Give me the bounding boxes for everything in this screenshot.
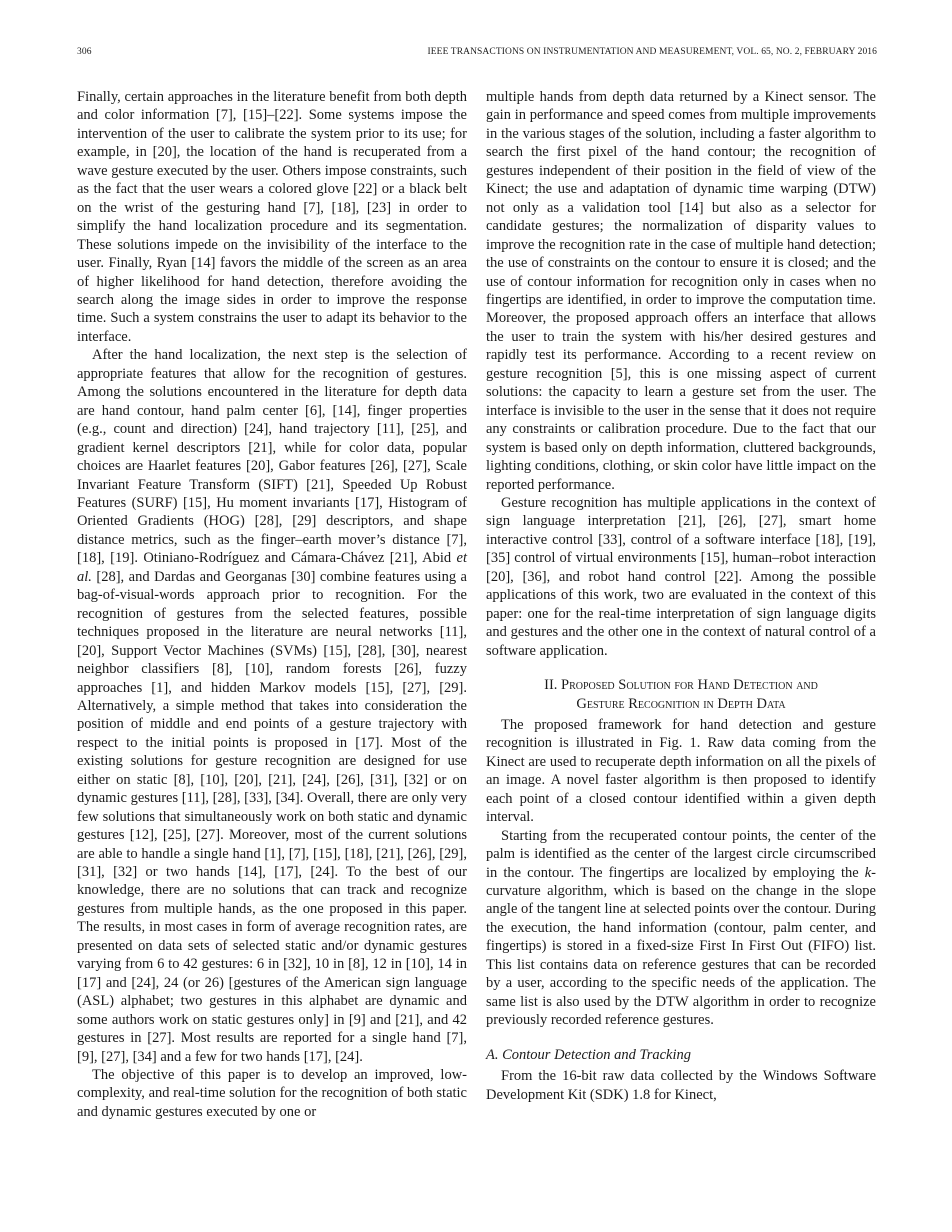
etal-italic: et al. — [77, 550, 467, 585]
page-number: 306 — [77, 47, 92, 57]
paragraph: multiple hands from depth data returned by a Kinect sensor. The gain in performance and speed comes from multiple improvements in the various stages of the solution, including a faster algorithm to search the first pixel of the hand contour; the recognition of gestures independent of their position in the field of view of the Kinect; the use and adaptation of dynamic time warping (DTW) not only as a validation tool [14] but also as a selector for candidate gestures; the normalization of disparity values to improve the recognition rate in the case of multiple hand detection; the use of constraints on the contour to ensure it is closed; and the use of contour information for recognition only in cases when no fingertips are identified, in order to improve the computation time. Moreover, the proposed approach offers an interface that allows the user to train the system with his/her desired gestures and rapidly test its performance. According to a recent review on gesture recognition [5], this is one missing aspect of current solutions: the capacity to learn a gesture set from the user. The interface is invisible to the user in the sense that it does not require any constraints or calibration procedure. Due to the fact that our system is based only on depth information, cluttered backgrounds, lighting conditions, clothing, or skin color have little impact on the reported performance. — [486, 89, 876, 493]
paragraph-text: Starting from the recuperated contour points, the center of the palm is identified as the center of the largest circle circumscribed in the contour. The fingertips are localized by employing the — [486, 827, 876, 881]
page-header — [77, 47, 877, 61]
paragraph — [77, 346, 467, 1066]
paragraph-text: After the hand localization, the next step is the selection of appropriate features that allow for the recognition of gestures. Among the solutions encountered in the literature for depth data are hand contour, hand palm center [6], [14], finger properties (e.g., count and direction) [24], hand trajectory [11], [25], and gradient kernel descriptors [21], while for color data, popular choices are Haarlet features [20], Gabor features [26], [27], Scale Invariant Feature Transform (SIFT) [21], Speeded Up Robust Features (SURF) [15], Hu moment invariants [17], Histogram of Oriented Gradients (HOG) [28], [29] descriptors, and shape distance metrics, such as the finger–earth mover’s distance [7], [18], [19]. Otiniano-Rodríguez and Cámara-Chávez [21], Abid — [77, 347, 467, 567]
subsection-heading: A. Contour Detection and Tracking — [486, 1046, 691, 1063]
left-column — [77, 88, 467, 1121]
paragraph: From the 16-bit raw data collected by the Windows Software Development Kit (SDK) 1.8 for Kinect, — [486, 1068, 876, 1103]
section-heading-line: II. Proposed Solution for Hand Detection and — [544, 677, 818, 694]
paragraph-text: [28], and Dardas and Georganas [30] combine features using a bag-of-visual-words approach prior to recognition. For the recognition of gestures from the selected features, possible techniques proposed in the literature are neural networks [11], [20], Support Vector Machines (SVMs) [15], [28], [30], nearest neighbor classifiers [8], [10], random forests [26], fuzzy approaches [1], and hidden Markov models [15], [27], [29]. Alternatively, a simple method that takes into consideration the position of middle and end points of a gesture trajectory with respect to the initial points is proposed in [17]. Most of the existing solutions for gesture recognition are designed for use either on static [8], [10], [20], [21], [24], [26], [31], [32] or on dynamic gestures [11], [28], [33], [34]. Overall, there are only very few solutions that simultaneously work on both static and dynamic gestures [12], [25], [27]. Moreover, most of the current solutions are able to handle a single hand [1], [7], [15], [18], [21], [26], [29], [31], [32] or two hands [14], [17], [24]. To the best of our knowledge, there are no solutions that can track and recognize gestures from multiple hands, as the one proposed in this paper. The results, in most cases in form of average recognition rates, are presented on data sets of selected static and/or dynamic gestures varying from 6 to 42 gestures: 6 in [32], 10 in [8], 12 in [10], 14 in [17] and [24], 24 (or 26) [gestures of the American sign language (ASL) alphabet; two gestures in this alphabet are dynamic and some authors work on static gestures only] in [9] and [21], and 42 gestures in [27]. Most results are reported for a single hand [7], [9], [27], [34] and a few for two hands [17], [24]. — [77, 568, 467, 1065]
k-italic: k — [864, 864, 872, 881]
section-heading-line: Gesture Recognition in Depth Data — [576, 695, 786, 712]
paragraph-text: -curvature algorithm, which is based on the change in the slope angle of the tangent line at selected points over the contour. During the execution, the hand information (contour, palm center, and fingertips) is stored in a fixed-size First In First Out (FIFO) list. This list contains data on reference gestures that can be recorded by a user, according to the specific needs of the application. The same list is also used by the DTW algorithm in order to recognize previously recorded reference gestures. — [486, 864, 876, 1029]
paragraph: Finally, certain approaches in the literature benefit from both depth and color information [7], [15]–[22]. Some systems impose the intervention of the user to calibrate the system prior to its use; for example, in [20], the location of the hand is recuperated from a wave gesture executed by the user. Others impose constraints, such as the fact that the user wears a colored glove [22] or a black belt on the wrist of the gesturing hand [7], [18], [23] in order to simplify the hand localization procedure and its segmentation. These solutions impede on the invisibility of the interface to the user. Finally, Ryan [14] favors the middle of the screen as an area of higher likelihood for hand detection, therefore avoiding the search along the image sides in order to improve the response time. Such a system constrains the user to adapt its behavior to the interface. — [77, 89, 467, 345]
journal-running-head: IEEE TRANSACTIONS ON INSTRUMENTATION AND MEASUREMENT, VOL. 65, NO. 2, FEBRUARY 2016 — [427, 47, 877, 57]
right-column — [486, 88, 876, 1104]
section-heading — [486, 676, 876, 713]
paragraph — [486, 827, 876, 1030]
paragraph: The proposed framework for hand detection and gesture recognition is illustrated in Fig. 1. Raw data coming from the Kinect are used to recuperate depth information on all the pixels of an image. A novel faster algorithm is then proposed to identify each point of a closed contour identified within a given depth interval. — [486, 716, 876, 826]
paragraph: Gesture recognition has multiple applications in the context of sign language interpretation [21], [26], [27], smart home interactive control [33], control of a software interface [18], [19], [35] control of virtual environments [15], human–robot interaction [20], [36], and robot hand control [22]. Among the possible applications of this work, two are evaluated in the context of this paper: one for the real-time interpretation of sign language digits and gestures and the other one in the context of natural control of a software application. — [486, 494, 876, 659]
paragraph: The objective of this paper is to develop an improved, low-complexity, and real-time solution for the recognition of both static and dynamic gestures executed by one or — [77, 1067, 467, 1120]
